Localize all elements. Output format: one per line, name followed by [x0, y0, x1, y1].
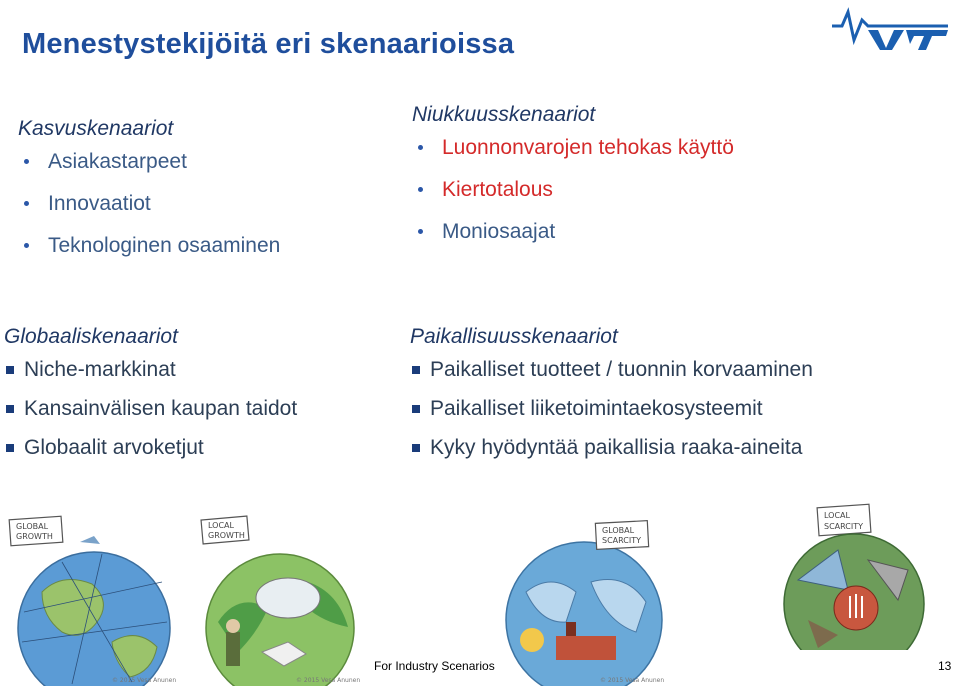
- list-item: Innovaatiot: [18, 191, 280, 216]
- label-bottom: GROWTH: [16, 532, 53, 541]
- square-bullet-icon: [412, 366, 420, 374]
- label-bottom: SCARCITY: [602, 536, 642, 545]
- local-scarcity-illustration: [778, 500, 938, 650]
- signature: © 2015 Vesa Anunen: [600, 677, 665, 684]
- growth-scenarios-list: [18, 149, 280, 258]
- bullet-icon: [24, 243, 29, 248]
- global-scenarios-list: [4, 357, 297, 460]
- label-top: GLOBAL: [602, 526, 635, 535]
- square-bullet-icon: [412, 444, 420, 452]
- list-item: Paikalliset tuotteet / tuonnin korvaaminen: [410, 357, 813, 382]
- global-growth-illustration: [2, 512, 182, 686]
- label-top: LOCAL: [208, 521, 234, 530]
- local-scenarios-list: [410, 357, 813, 460]
- label-bottom: SCARCITY: [824, 522, 864, 531]
- scarcity-scenarios-title: Niukkuusskenaariot: [412, 103, 596, 126]
- label-bottom: GROWTH: [208, 531, 245, 540]
- global-scenarios-title: Globaaliskenaariot: [4, 325, 178, 348]
- list-item: Kyky hyödyntää paikallisia raaka-aineita: [410, 435, 813, 460]
- local-scenarios-block: [410, 325, 813, 474]
- list-item: Globaalit arvoketjut: [4, 435, 297, 460]
- square-bullet-icon: [6, 405, 14, 413]
- label-top: LOCAL: [824, 511, 850, 520]
- list-item: Paikalliset liiketoimintaekosysteemit: [410, 396, 813, 421]
- list-item: Teknologinen osaaminen: [18, 233, 280, 258]
- footer-text: For Industry Scenarios: [374, 659, 495, 673]
- list-item: Niche-markkinat: [4, 357, 297, 382]
- bullet-icon: [418, 229, 423, 234]
- square-bullet-icon: [6, 444, 14, 452]
- square-bullet-icon: [6, 366, 14, 374]
- signature: © 2015 Vesa Anunen: [112, 677, 177, 684]
- page-number: 13: [938, 659, 952, 673]
- bullet-icon: [418, 187, 423, 192]
- signature: © 2015 Vesa Anunen: [296, 677, 361, 684]
- global-scenarios-block: [4, 325, 297, 474]
- bullet-icon: [24, 159, 29, 164]
- label-top: GLOBAL: [16, 522, 49, 531]
- list-item: Asiakastarpeet: [18, 149, 280, 174]
- local-scenarios-title: Paikallisuusskenaariot: [410, 325, 618, 348]
- list-item: Moniosaajat: [412, 219, 734, 244]
- local-growth-illustration: [188, 512, 364, 686]
- list-item: Kiertotalous: [412, 177, 734, 202]
- slide-title: Menestystekijöitä eri skenaarioissa: [22, 28, 515, 60]
- scarcity-scenarios-list: [412, 135, 734, 244]
- bullet-icon: [418, 145, 423, 150]
- square-bullet-icon: [412, 405, 420, 413]
- list-item: Kansainvälisen kaupan taidot: [4, 396, 297, 421]
- growth-scenarios-title: Kasvuskenaariot: [18, 117, 174, 140]
- growth-scenarios-block: [18, 117, 280, 275]
- list-item: Luonnonvarojen tehokas käyttö: [412, 135, 734, 160]
- global-scarcity-illustration: [496, 512, 670, 686]
- bullet-icon: [24, 201, 29, 206]
- scarcity-scenarios-block: [412, 103, 734, 261]
- vtt-logo: [828, 6, 954, 52]
